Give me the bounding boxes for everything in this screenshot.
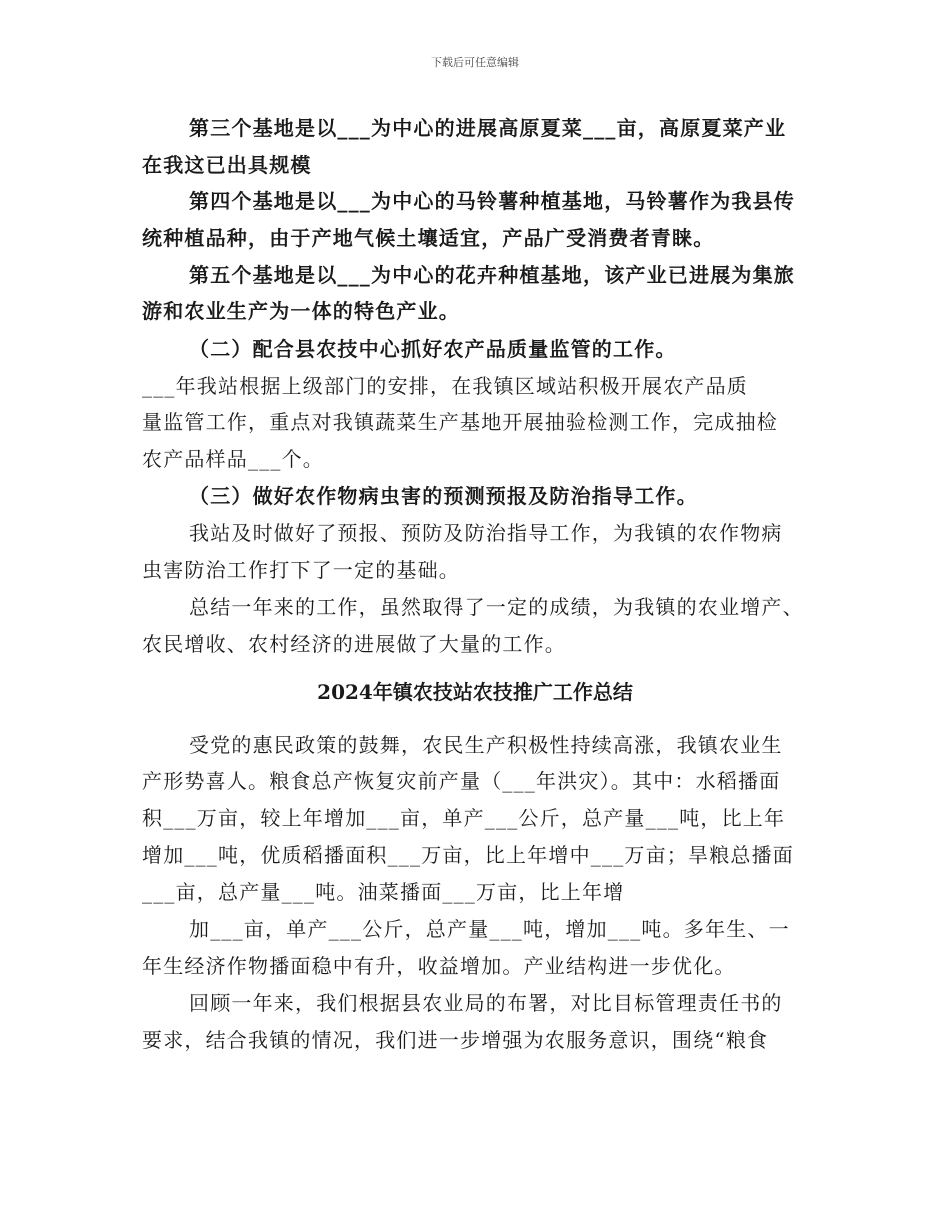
base3-line2: 在我这已出具规模 — [142, 153, 312, 177]
quality-paragraph-line1: ___年我站根据上级部门的安排，在我镇区域站积极开展农产品质 — [142, 374, 748, 398]
base5-line1: 第五个基地是以___为中心的花卉种植基地，该产业已进展为集旅 — [189, 263, 795, 287]
base3-line1: 第三个基地是以___为中心的进展高原夏菜___亩，高原夏菜产业 — [189, 116, 787, 140]
quality-paragraph-line3: 农产品样品___个。 — [142, 447, 324, 471]
heading-pest-forecast: （三）做好农作物病虫害的预测预报及防治指导工作。 — [189, 484, 698, 508]
base4-line1: 第四个基地是以___为中心的马铃薯种植基地，马铃薯作为我县传 — [189, 189, 795, 213]
policy-paragraph-line2: 产形势喜人。粮食总产恢复灾前产量（___年洪灾）。其中：水稻播面 — [142, 769, 781, 793]
crops-paragraph-line2: 年生经济作物播面稳中有升，收益增加。产业结构进一步优化。 — [142, 954, 736, 978]
review-paragraph-line2: 要求，结合我镇的情况，我们进一步增强为农服务意识，围绕“粮食 — [142, 1028, 769, 1052]
page-header: 下载后可任意编辑 — [431, 56, 519, 69]
crops-paragraph-line1: 加___亩，单产___公斤，总产量___吨，增加___吨。多年生、一 — [189, 917, 790, 941]
review-paragraph-line1: 回顾一年来，我们根据县农业局的布署，对比目标管理责任书的 — [189, 991, 783, 1015]
pest-paragraph-line1: 我站及时做好了预报、预防及防治指导工作，为我镇的农作物病 — [189, 521, 783, 545]
section-title: 2024年镇农技站农技推广工作总结 — [317, 680, 633, 704]
base5-line2: 游和农业生产为一体的特色产业。 — [142, 299, 460, 323]
summary-paragraph-line1: 总结一年来的工作，虽然取得了一定的成绩，为我镇的农业增产、 — [189, 595, 804, 619]
heading-quality-supervision: （二）配合县农技中心抓好农产品质量监管的工作。 — [189, 337, 677, 361]
policy-paragraph-line1: 受党的惠民政策的鼓舞，农民生产积极性持续高涨，我镇农业生 — [189, 733, 783, 757]
policy-paragraph-line5: ___亩，总产量___吨。油菜播面___万亩，比上年增 — [142, 880, 625, 904]
policy-paragraph-line4: 增加___吨，优质稻播面积___万亩，比上年增中___万亩；旱粮总播面 — [142, 843, 794, 867]
policy-paragraph-line3: 积___万亩，较上年增加___亩，单产___公斤，总产量___吨，比上年 — [142, 806, 786, 830]
quality-paragraph-line2: 量监管工作，重点对我镇蔬菜生产基地开展抽验检测工作，完成抽检 — [142, 410, 778, 434]
summary-paragraph-line2: 农民增收、农村经济的进展做了大量的工作。 — [142, 632, 566, 656]
pest-paragraph-line2: 虫害防治工作打下了一定的基础。 — [142, 558, 460, 582]
base4-line2: 统种植品种，由于产地气候土壤适宜，产品广受消费者青睐。 — [142, 226, 715, 250]
